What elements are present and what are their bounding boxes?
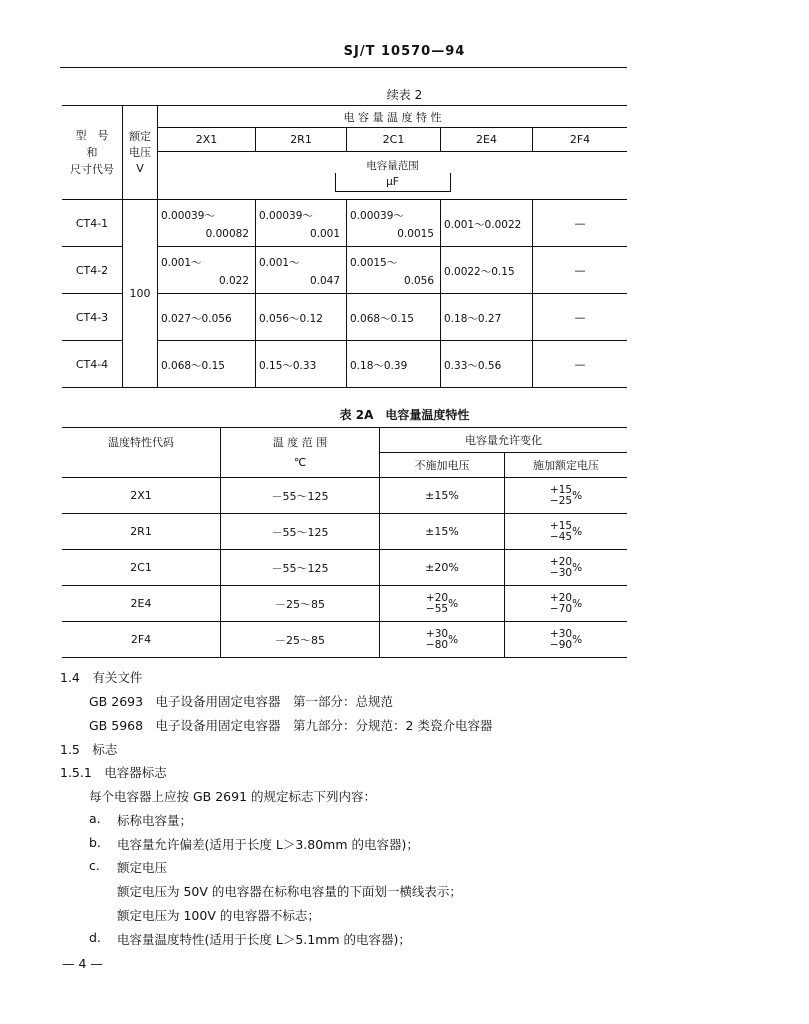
h-change: 电容量允许变化 xyxy=(380,428,628,453)
item-d-label: d. xyxy=(89,930,101,945)
group-title: 电 容 量 温 度 特 性 xyxy=(158,106,628,128)
col-voltage-header: 额定 电压 V xyxy=(123,106,158,200)
table-row: CT4-2 0.001～ 0.022 0.001～ 0.047 0.0015～ 0.056 0.0022～0.15 — xyxy=(62,247,627,294)
item-b: 电容量允许偏差(适用于长度 L＞3.80mm 的电容器)； xyxy=(117,837,419,852)
code-2f4: 2F4 xyxy=(533,128,628,152)
table2-caption: 续表 2 xyxy=(386,88,423,102)
table2a xyxy=(62,427,627,658)
table-row: 2F4 －25～85 +30 −80 % +30 −90 % xyxy=(62,622,627,658)
h-temp: 温 度 范 围 ℃ xyxy=(221,428,380,478)
document-code: SJ/T 10570—94 xyxy=(343,44,466,59)
table-row: 2R1 －55～125 ±15% +15 −45 % xyxy=(62,514,627,550)
item-d: 电容量温度特性(适用于长度 L＞5.1mm 的电容器)； xyxy=(117,932,411,947)
section-1-5: 1.5 标志 xyxy=(60,742,118,757)
code-2c1: 2C1 xyxy=(347,128,441,152)
h-code: 温度特性代码 xyxy=(62,428,221,478)
table-row: CT4-4 0.068～0.15 0.15～0.33 0.18～0.39 0.33～0.56 — xyxy=(62,341,627,388)
item-c-line2: 额定电压为 100V 的电容器不标志； xyxy=(117,908,320,923)
section-1-5-1: 1.5.1 电容器标志 xyxy=(60,765,167,780)
table-row: CT4-3 0.027～0.056 0.056～0.12 0.068～0.15 0.18～0.27 — xyxy=(62,294,627,341)
code-2r1: 2R1 xyxy=(256,128,347,152)
table2 xyxy=(62,105,627,388)
header-rule xyxy=(60,67,627,68)
range-label: 电容量范围 xyxy=(366,160,419,172)
table-row: CT4-1 100 0.00039～ 0.00082 0.00039～ 0.001 0.00039～ 0.0015 0.001～0.0022 — xyxy=(62,200,627,247)
table-row: 2E4 －25～85 +20 −55 % +20 −70 % xyxy=(62,586,627,622)
code-2x1: 2X1 xyxy=(158,128,256,152)
item-a: 标称电容量； xyxy=(117,813,193,828)
table-row: 2X1 －55～125 ±15% +15 −25 % xyxy=(62,478,627,514)
ref-gb5968: GB 5968 电子设备用固定电容器 第九部分：分规范：2 类瓷介电容器 xyxy=(89,718,493,733)
marking-intro: 每个电容器上应按 GB 2691 的规定标志下列内容： xyxy=(89,789,376,804)
item-c: 额定电压 xyxy=(117,860,168,875)
table2a-caption: 表 2A 电容量温度特性 xyxy=(339,408,470,422)
page-number: — 4 — xyxy=(62,956,103,971)
ref-gb2693: GB 2693 电子设备用固定电容器 第一部分：总规范 xyxy=(89,694,394,709)
item-c-line1: 额定电压为 50V 的电容器在标称电容量的下面划一横线表示； xyxy=(117,884,462,899)
unit-label: μF xyxy=(335,173,451,192)
item-a-label: a. xyxy=(89,811,101,826)
col-type-header: 型 号 和 尺寸代号 xyxy=(62,106,123,200)
h-rated-voltage: 施加额定电压 xyxy=(505,453,628,478)
section-1-4: 1.4 有关文件 xyxy=(60,670,143,685)
code-2e4: 2E4 xyxy=(441,128,533,152)
voltage-value: 100 xyxy=(123,200,158,388)
item-c-label: c. xyxy=(89,858,100,873)
table-row: 2C1 －55～125 ±20% +20 −30 % xyxy=(62,550,627,586)
item-b-label: b. xyxy=(89,835,101,850)
h-no-voltage: 不施加电压 xyxy=(380,453,505,478)
range-header xyxy=(158,152,628,200)
